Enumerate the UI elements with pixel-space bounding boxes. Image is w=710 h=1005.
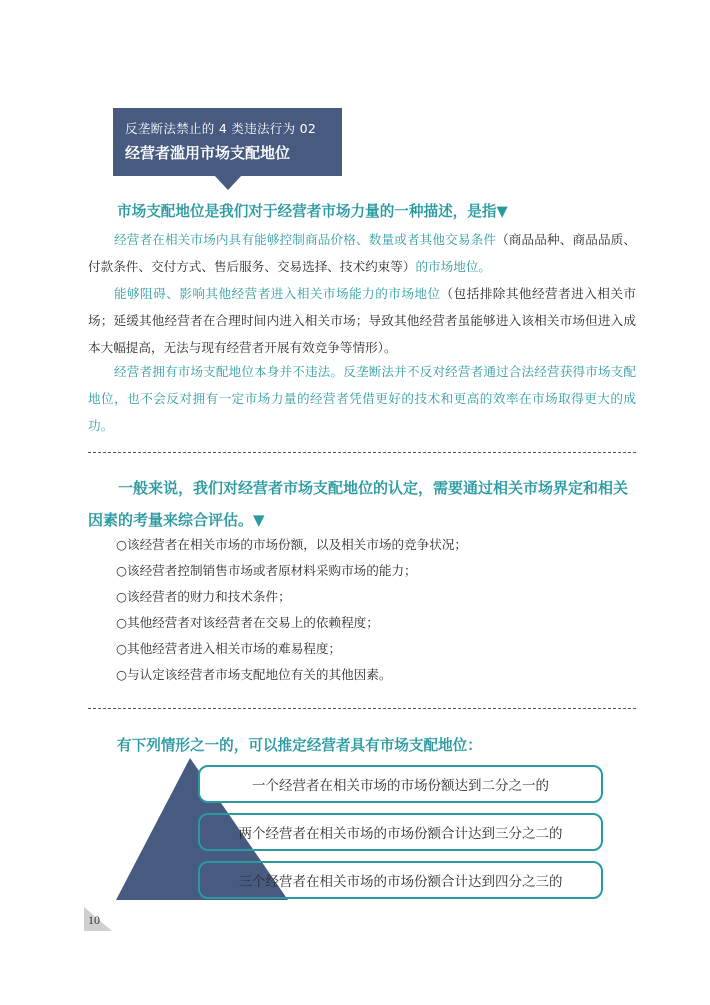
- divider-1: [88, 452, 636, 453]
- section-title: 经营者滥用市场支配地位: [125, 144, 291, 162]
- list-item: ○与认定该经营者市场支配地位有关的其他因素。: [116, 667, 392, 682]
- page-number-badge: [84, 907, 112, 931]
- definition-2-highlight: 能够阻碍、影响其他经营者进入相关市场能力的市场地位: [114, 286, 441, 301]
- list-item: ○该经营者的财力和技术条件；: [116, 589, 291, 604]
- definition-1-highlight: 经营者在相关市场内具有能够控制商品价格、数量或者其他交易条件: [114, 232, 497, 247]
- definition-1-end: 的市场地位。: [415, 259, 491, 274]
- divider-2: [88, 708, 636, 709]
- section-subtitle: 反垄断法禁止的 4 类违法行为 02: [125, 121, 317, 136]
- section-header-tag: [113, 108, 342, 176]
- case-text-3: 三个经营者在相关市场的市场份额合计达到四分之三的: [238, 874, 563, 890]
- assessment-lead: 一般来说，我们对经营者市场支配地位的认定，需要通过相关市场界定和相关因素的考量来综合评估。▼: [88, 479, 629, 529]
- case-box-3: [198, 861, 603, 899]
- legality-paragraph: 经营者拥有市场支配地位本身并不违法。反垄断法并不反对经营者通过合法经营获得市场支配地位，也不会反对拥有一定市场力量的经营者凭借更好的技术和更高的效率在市场取得更大的成功。: [88, 364, 636, 433]
- page-number: 10: [88, 913, 100, 927]
- definition-paragraph-1: [88, 226, 636, 280]
- definition-1-detail: （商品品种、商品品质、付款条件、交付方式、售后服务、交易选择、技术约束等）: [88, 232, 637, 274]
- definition-paragraph-2: [88, 280, 636, 361]
- definition-lead: 市场支配地位是我们对于经营者市场力量的一种描述，是指▼: [117, 203, 508, 220]
- list-item: ○该经营者在相关市场的市场份额，以及相关市场的竞争状况；: [116, 537, 468, 552]
- case-text-2: 两个经营者在相关市场的市场份额合计达到三分之二的: [238, 826, 563, 842]
- case-box-1: [198, 765, 603, 803]
- case-box-2: [198, 813, 603, 851]
- list-item: ○其他经营者进入相关市场的难易程度；: [116, 641, 342, 656]
- presumption-lead: 有下列情形之一的，可以推定经营者具有市场支配地位：: [117, 737, 482, 754]
- list-item: ○该经营者控制销售市场或者原材料采购市场的能力；: [116, 563, 417, 578]
- list-item: ○其他经营者对该经营者在交易上的依赖程度；: [116, 615, 379, 630]
- definition-2-detail: （包括排除其他经营者进入相关市场；延缓其他经营者在合理时间内进入相关市场；导致其他经营者虽能够进入该相关市场但进入成本大幅提高，无法与现有经营者开展有效竞争等情形）。: [88, 286, 637, 355]
- factor-list: [116, 532, 467, 688]
- header-pointer-icon: [214, 175, 242, 190]
- case-text-1: 一个经营者在相关市场的市场份额达到二分之一的: [252, 778, 549, 794]
